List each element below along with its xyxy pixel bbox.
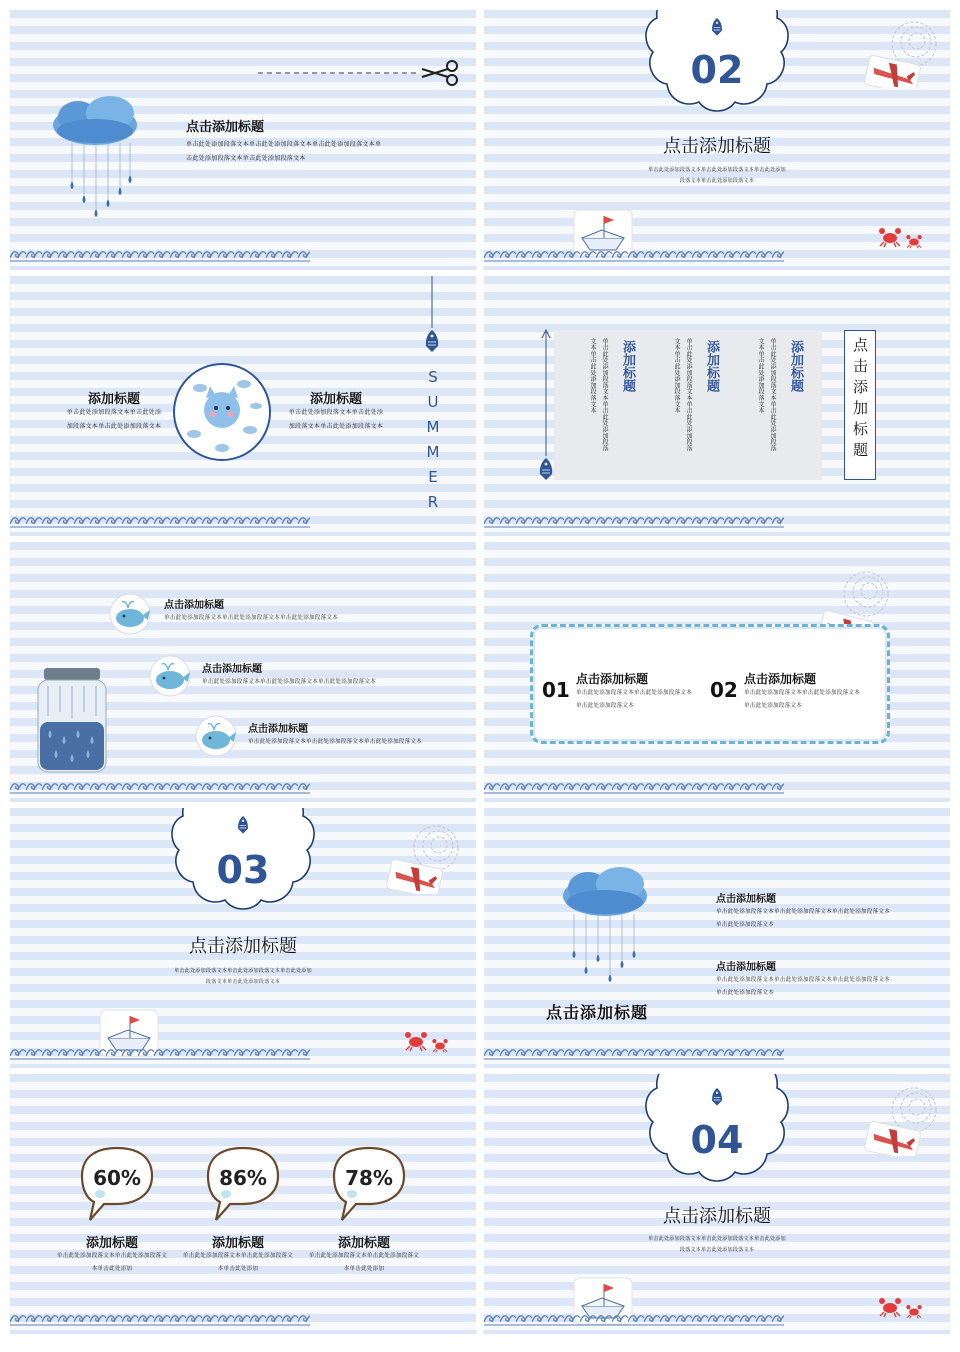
slide-8 — [484, 808, 950, 1068]
scissors-icon — [422, 61, 457, 85]
wave-border — [484, 778, 784, 794]
item-2-body[interactable]: 单击此处添加段落文本单击此处添加段落文本单击此处添加段落文本 — [202, 679, 377, 685]
bottom-title[interactable]: 点击添加标题 — [546, 1003, 649, 1022]
wave-border — [10, 246, 310, 262]
slide-1 — [10, 10, 476, 270]
whale-icon — [192, 712, 240, 760]
side-title[interactable]: 点击添加标题 — [851, 337, 869, 463]
wave-border — [10, 1310, 310, 1326]
item-1-title[interactable]: 点击添加标题 — [164, 600, 224, 611]
wave-border — [10, 1044, 310, 1060]
slide-title[interactable]: 点击添加标题 — [189, 936, 297, 957]
wave-border — [484, 1044, 784, 1060]
column-3-title[interactable]: 添加标题 — [788, 340, 803, 392]
right-body[interactable]: 单击此处添加段落文本单击此处添加段落文本单击此处添加段落文本 — [288, 409, 384, 430]
airplane-icon — [864, 1084, 950, 1156]
item-1-title[interactable]: 点击添加标题 — [576, 672, 649, 686]
item-2-body[interactable]: 单击此处添加段落文本单击此处添加段落文本单击此处添加 — [182, 1253, 294, 1272]
column-2-title[interactable]: 添加标题 — [704, 340, 719, 392]
slide-body[interactable]: 单击此处添加段落文本单击此处添加段落文本单击此处添加段落文本单击此处添加段落文本 — [648, 1236, 786, 1253]
wave-border — [484, 1310, 784, 1326]
cat-circle-icon — [170, 358, 274, 466]
whale-icon — [106, 590, 154, 638]
item-1-title[interactable]: 点击添加标题 — [716, 894, 776, 905]
section-number: 02 — [690, 48, 744, 92]
slide-7 — [10, 808, 476, 1068]
item-3-title[interactable]: 点击添加标题 — [248, 724, 308, 735]
wave-border — [10, 778, 310, 794]
hanging-fish-icon — [420, 276, 444, 356]
wave-border — [10, 512, 310, 528]
slide-9 — [10, 1074, 476, 1334]
item-1-body[interactable]: 单击此处添加段落文本单击此处添加段落文本单击此处添加段落文本 — [576, 690, 693, 709]
rain-jar-icon — [32, 666, 112, 778]
slide-4 — [484, 276, 950, 536]
arrow-fish-icon — [534, 328, 558, 488]
item-3-body[interactable]: 单击此处添加段落文本单击此处添加段落文本单击此处添加段落文本 — [248, 739, 423, 745]
side-title-box — [844, 330, 876, 480]
whale-icon — [146, 652, 194, 700]
summer-label: SUMMER — [424, 368, 442, 518]
percent-2: 86% — [219, 1166, 267, 1190]
item-1-number: 01 — [542, 678, 570, 702]
section-number: 03 — [216, 848, 270, 892]
slide-body[interactable]: 单击此处添加段落文本单击此处添加段落文本单击此处添加段落文本单击此处添加段落文本 — [174, 968, 312, 985]
rain-cloud-icon — [560, 866, 660, 996]
crab-icon — [400, 1030, 460, 1056]
item-2-number: 02 — [710, 678, 738, 702]
section-number: 04 — [690, 1118, 744, 1162]
column-1-body[interactable]: 单击此处添加段落文本单击此处添加段落文本单击此处添加段落文本 — [589, 338, 608, 452]
scissors-cutline — [258, 60, 463, 86]
item-2-title[interactable]: 点击添加标题 — [744, 672, 817, 686]
item-2-title[interactable]: 点击添加标题 — [716, 962, 776, 973]
slide-title[interactable]: 点击添加标题 — [663, 1206, 771, 1227]
slide-10 — [484, 1074, 950, 1334]
item-1-body[interactable]: 单击此处添加段落文本单击此处添加段落文本单击此处添加 — [56, 1253, 168, 1272]
item-2-body[interactable]: 单击此处添加段落文本单击此处添加段落文本单击此处添加段落文本单击此处添加段落文本 — [716, 977, 891, 996]
item-2-title[interactable]: 点击添加标题 — [202, 664, 262, 675]
item-3-title[interactable]: 添加标题 — [337, 1236, 390, 1251]
percent-3: 78% — [345, 1166, 393, 1190]
left-body[interactable]: 单击此处添加段落文本单击此处添加段落文本单击此处添加段落文本 — [66, 409, 162, 430]
item-1-body[interactable]: 单击此处添加段落文本单击此处添加段落文本单击此处添加段落文本单击此处添加段落文本 — [716, 909, 891, 928]
slide-title[interactable]: 点击添加标题 — [663, 136, 771, 157]
left-title[interactable]: 添加标题 — [87, 392, 140, 407]
wave-border — [484, 246, 784, 262]
item-1-title[interactable]: 添加标题 — [85, 1236, 138, 1251]
item-2-title[interactable]: 添加标题 — [211, 1236, 264, 1251]
column-2-body[interactable]: 单击此处添加段落文本单击此处添加段落文本单击此处添加段落文本 — [673, 338, 692, 452]
item-1-body[interactable]: 单击此处添加段落文本单击此处添加段落文本单击此处添加段落文本 — [164, 615, 339, 621]
item-2-body[interactable]: 单击此处添加段落文本单击此处添加段落文本单击此处添加段落文本 — [744, 690, 861, 709]
slide-body[interactable]: 单击此处添加段落文本单击此处添加段落文本单击此处添加段落文本单击此处添加段落文本 — [648, 167, 786, 184]
wave-border — [484, 512, 784, 528]
slide-5 — [10, 542, 476, 802]
crab-icon — [874, 226, 934, 252]
right-title[interactable]: 添加标题 — [309, 392, 362, 407]
slide-3 — [10, 276, 476, 536]
slide-title[interactable]: 点击添加标题 — [186, 120, 265, 135]
rain-cloud-icon — [50, 95, 150, 225]
slide-2 — [484, 10, 950, 270]
slide-body[interactable]: 单击此处添加段落文本单击此处添加段落文本单击此处添加段落文本单击此处添加段落文本单击此处添加段落文本 — [186, 141, 382, 162]
item-3-body[interactable]: 单击此处添加段落文本单击此处添加段落文本单击此处添加 — [308, 1253, 420, 1272]
crab-icon — [874, 1296, 934, 1322]
column-1-title[interactable]: 添加标题 — [620, 340, 635, 392]
slide-6 — [484, 542, 950, 802]
airplane-icon — [864, 18, 950, 88]
column-3-body[interactable]: 单击此处添加段落文本单击此处添加段落文本单击此处添加段落文本 — [757, 338, 776, 452]
airplane-icon — [386, 822, 472, 894]
percent-1: 60% — [93, 1166, 141, 1190]
